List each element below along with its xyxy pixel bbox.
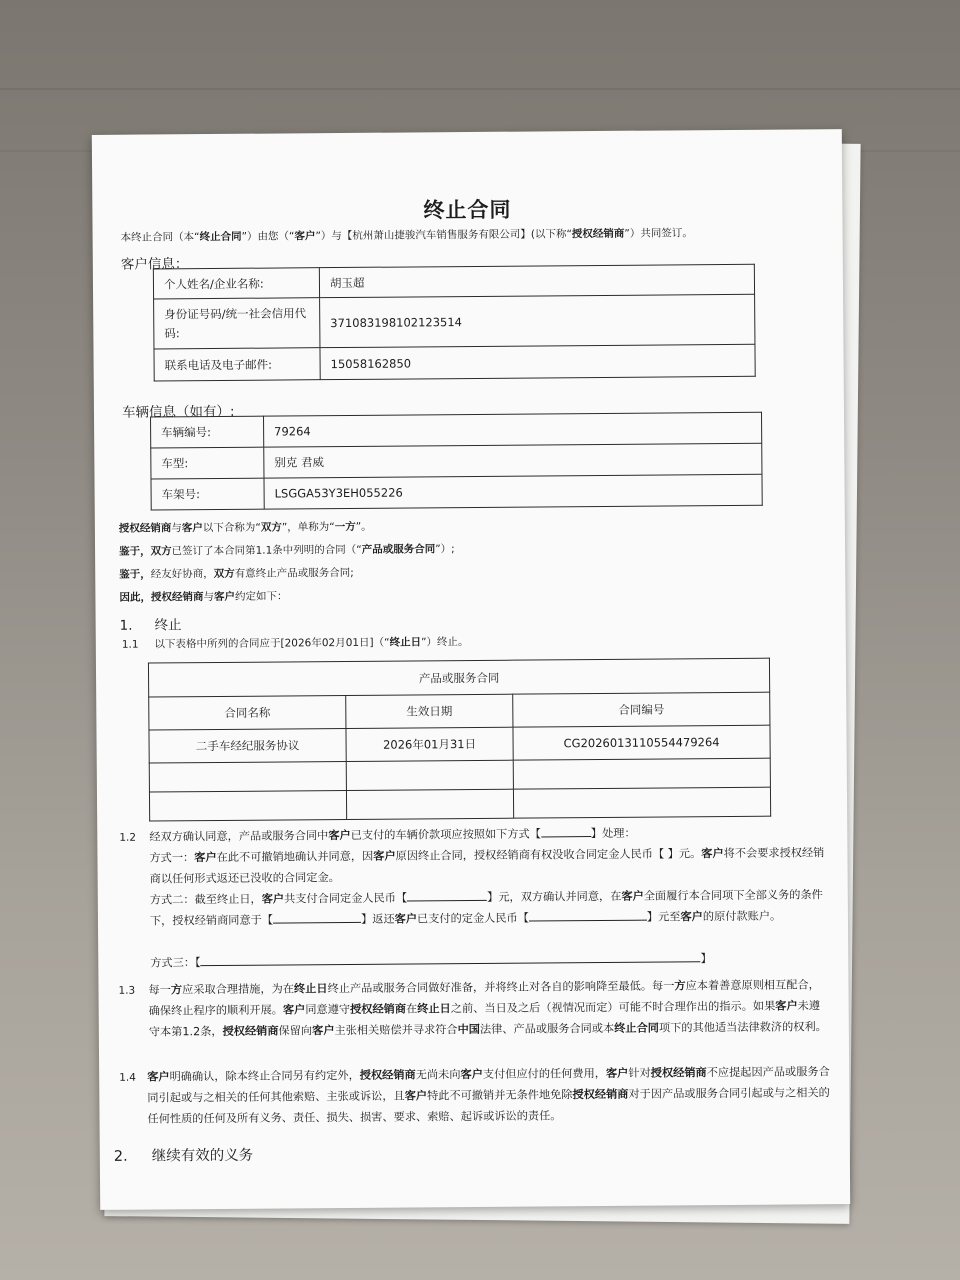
- clause-1-3: 每一方应采取合理措施，为在终止日终止产品或服务合同做好准备，并将终止对各自的影响降至最低。每一方应本着善意原则相互配合，确保终止程序的顺利开展。客户同意遵守授权经销商在终止日之前、当日及之后（视情况而定）可能不时合理作出的指示。如果客户未遵守本第1.2条，授权经销商保留向客户主张相关赔偿并寻求符合中国法律、产品或服务合同或本终止合同项下的其他适当法律救济的权利。: [148, 978, 827, 1039]
- table-row: [153, 264, 754, 299]
- field-label: 身份证号码/统一社会信用代码:: [154, 298, 320, 349]
- recital-therefore: 因此，授权经销商与客户约定如下：: [119, 590, 288, 604]
- intro-line: 本终止合同（本“终止合同”）由您（“客户”）与【杭州萧山捷骏汽车销售服务有限公司】(以下称“授权经销商”）共同签订。: [120, 227, 693, 244]
- table-row: [151, 443, 762, 479]
- table-cell: [346, 789, 513, 819]
- field-label: 车架号:: [151, 478, 264, 510]
- table-caption: 产品或服务合同: [148, 658, 769, 697]
- table-row: [149, 787, 770, 821]
- column-header: 合同名称: [149, 695, 346, 730]
- table-cell: [149, 790, 346, 821]
- clause-1-1: 1.1 以下表格中所列的合同应于[2026年02月01日]（“终止日”）终止。: [121, 636, 469, 651]
- table-header-row: [149, 692, 770, 730]
- clause-1-2-way-3: 方式三：【 】: [150, 947, 825, 973]
- clause-1-2-num: 1.2: [119, 831, 137, 844]
- table-row: [151, 412, 762, 448]
- table-cell: [513, 758, 770, 789]
- table-caption-row: [148, 658, 769, 697]
- document-title: 终止合同: [423, 197, 512, 223]
- clause-1-4: 客户明确确认，除本终止合同另有约定外，授权经销商无尚未向客户支付但应付的任何费用，客户针对授权经销商不应提起因产品或服务合同引起或与之相关的任何其他索赔、主张或诉讼，且客户特此不可撤销并无条件地免除授权经销商对于因产品或服务合同引起或与之相关的任何性质的任何及所有义务、责任、损失、损害、要求、索赔、起诉或诉讼的责任。: [147, 1065, 830, 1126]
- table-cell: 二手车经纪服务协议: [149, 728, 346, 763]
- field-value: 15058162850: [320, 344, 755, 379]
- column-header: 生效日期: [346, 694, 513, 728]
- table-row: [151, 474, 762, 510]
- field-label: 联系电话及电子邮件:: [154, 348, 320, 381]
- recital-parties: 授权经销商与客户以下合称为“双方”，单称为“一方”。: [118, 520, 372, 535]
- field-value: 胡玉超: [319, 264, 754, 297]
- clause-1-3-num: 1.3: [118, 984, 136, 997]
- customer-info-heading: 客户信息：: [120, 256, 189, 273]
- table-row: [154, 344, 755, 381]
- table-row: [154, 294, 755, 349]
- contract-table: [148, 658, 771, 822]
- table-cell: 2026年01月31日: [346, 727, 513, 761]
- field-value: 79264: [264, 412, 762, 447]
- clause-1-2-way-1: 方式一：客户在此不可撤销地确认并同意，因客户原因终止合同，授权经销商有权没收合同定金人民币【 】元。客户将不会要求授权经销商以任何形式返还已没收的合同定金。: [149, 846, 825, 886]
- table-cell: [346, 760, 513, 790]
- field-value: LSGGA53Y3EH055226: [264, 474, 762, 509]
- clause-1-2-way-2: 方式二：截至终止日，客户共支付合同定金人民币【 】元，双方确认并同意，在客户全面履行本合同项下全部义务的条件下，授权经销商同意于【 】返还客户已支付的定金人民币【 】元至客户的原付款账户。: [149, 888, 823, 928]
- vehicle-info-table: [150, 412, 763, 511]
- clause-1-2-lead: 经双方确认同意，产品或服务合同中客户已支付的车辆价款项应按照如下方式【 】处理：: [149, 821, 819, 847]
- recital-whereas-2: 鉴于，经友好协商，双方有意终止产品或服务合同;: [119, 566, 354, 581]
- table-cell: [513, 787, 770, 818]
- field-value: 371083198102123514: [320, 294, 755, 347]
- column-header: 合同编号: [513, 692, 770, 727]
- customer-info-table: [153, 264, 756, 382]
- field-label: 个人姓名/企业名称:: [153, 268, 319, 299]
- recital-whereas-1: 鉴于，双方已签订了本合同第1.1条中列明的合同（“产品或服务合同”）;: [119, 543, 455, 558]
- field-label: 车型:: [151, 447, 264, 479]
- vehicle-info-heading: 车辆信息（如有）:: [121, 403, 235, 421]
- desk-edge: [0, 88, 960, 90]
- field-value: 别克 君威: [264, 443, 762, 478]
- section-2-heading: 2. 继续有效的义务: [113, 1147, 254, 1165]
- section-1-heading: 1. 终止: [119, 617, 182, 634]
- clause-1-4-num: 1.4: [119, 1071, 136, 1084]
- contract-page: [92, 129, 850, 1210]
- table-cell: CG2026013110554479264: [513, 725, 770, 760]
- table-cell: [149, 761, 346, 792]
- field-label: 车辆编号:: [151, 416, 264, 448]
- table-row: [149, 725, 770, 763]
